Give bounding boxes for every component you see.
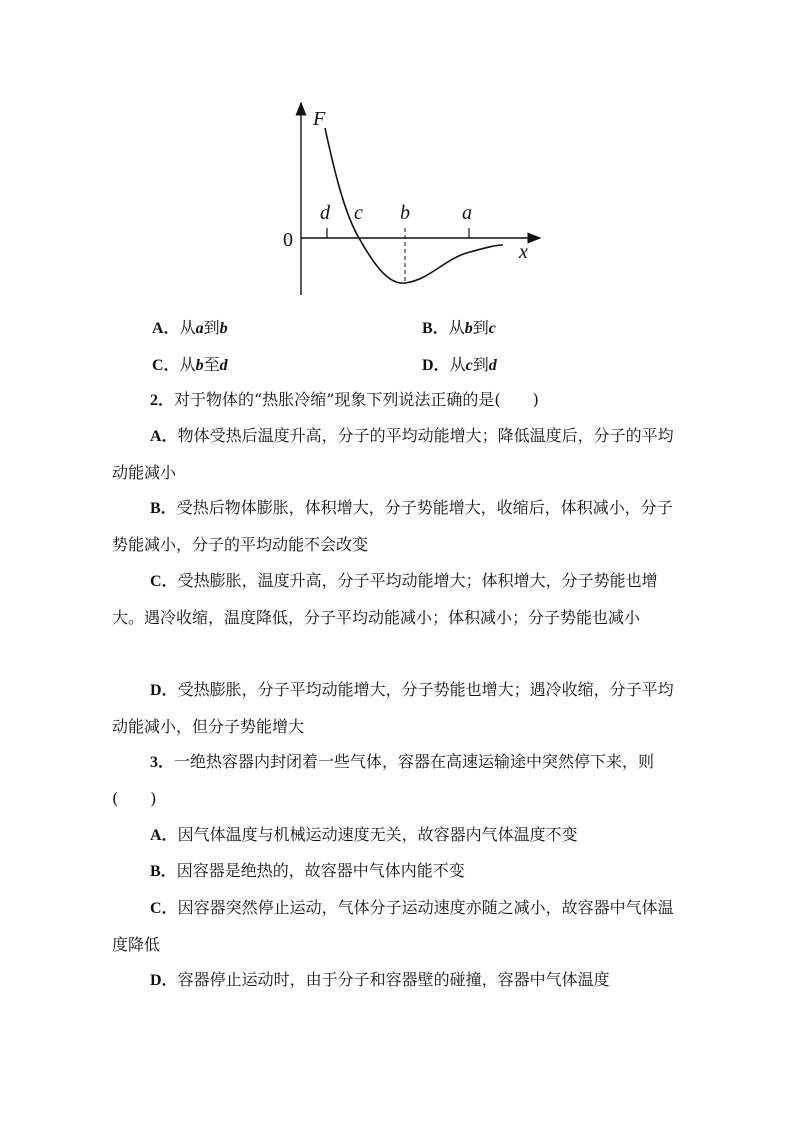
option-letter: D． [422,357,450,374]
point-label-d: d [320,202,330,224]
option-letter: A． [150,428,178,445]
option-text: 物体受热后温度升高，分子的平均动能增大；降低温度后，分子的平均动能减小 [112,426,674,482]
option-text: 容器停止运动时，由于分子和容器壁的碰撞，容器中气体温度 [177,970,610,989]
point-label-a: a [462,202,472,224]
q3-stem [112,744,687,817]
option-text: 因气体温度与机械运动速度无关，故容器内气体温度不变 [177,825,578,844]
x-axis-label: x [519,241,528,263]
q2-option-a[interactable] [112,418,687,491]
q3-option-b[interactable] [112,853,687,890]
option-text: 因容器突然停止运动，气体分子运动速度亦随之减小，故容器中气体温度降低 [112,898,674,954]
q1-option-b[interactable]: B．从b到c [422,318,496,337]
point-label-c: c [354,202,363,224]
option-letter: C． [150,900,178,917]
origin-label: 0 [283,229,293,251]
option-letter: D． [150,972,178,989]
option-text: 受热膨胀，分子平均动能增大，分子势能也增大；遇冷收缩，分子平均动能减小，但分子势能增大 [112,680,674,736]
option-letter: C． [150,573,178,590]
option-letter: B． [150,863,177,880]
question-text: 对于物体的“热胀冷缩”现象下列说法正确的是( ) [174,390,539,409]
point-label-b: b [400,202,410,224]
q1-option-d[interactable]: D．从c到d [422,355,497,374]
q2-option-d[interactable] [112,672,687,745]
question-number: 2． [150,392,175,409]
option-letter: C． [152,357,180,374]
y-axis-label: F [313,108,326,130]
option-letter: D． [150,682,178,699]
option-letter: B． [150,500,177,517]
q2-stem [112,382,687,419]
option-text: 因容器是绝热的，故容器中气体内能不变 [176,861,465,880]
question-number: 3． [150,754,175,771]
option-letter: A． [150,827,178,844]
question-text: 一绝热容器内封闭着一些气体，容器在高速运输途中突然停下来，则( ) [112,752,655,808]
q2-option-c[interactable] [112,563,687,636]
q1-option-c[interactable]: C．从b至d [152,355,228,374]
q3-option-a[interactable] [112,817,687,854]
q2-option-b[interactable] [112,490,687,563]
q1-option-a[interactable]: A．从a到b [152,318,228,337]
option-letter: A． [152,320,180,337]
option-text: 受热膨胀，温度升高，分子平均动能增大；体积增大，分子势能也增大。遇冷收缩，温度降低，分子平均动能减小；体积减小；分子势能也减小 [112,571,658,627]
option-text: 受热后物体膨胀，体积增大，分子势能增大，收缩后，体积减小，分子势能减小，分子的平均动能不会改变 [112,498,673,554]
option-letter: B． [422,320,449,337]
force-curve [325,128,503,283]
q3-option-c[interactable] [112,890,687,963]
q3-option-d[interactable] [112,962,687,999]
force-distance-graph [270,95,560,305]
